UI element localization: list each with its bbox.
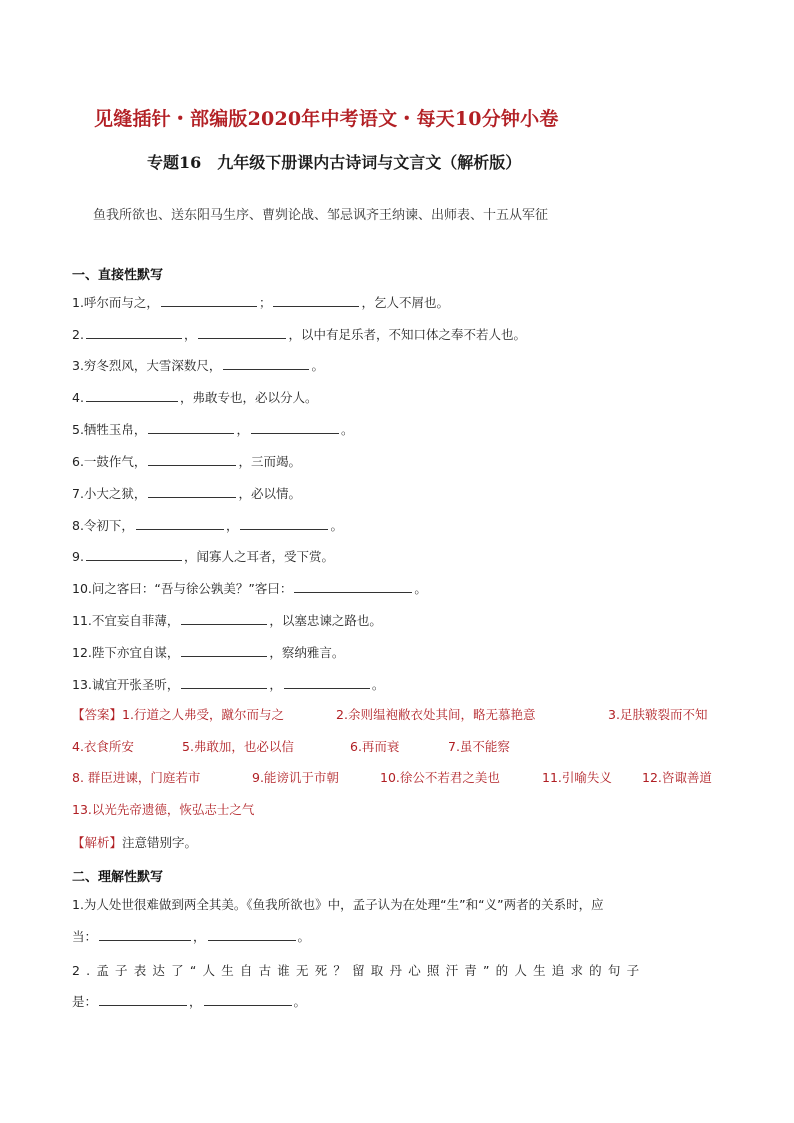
question-text: 6.一鼓作气， [72,454,147,469]
answer-blank[interactable] [86,387,178,402]
answer-blank[interactable] [240,515,328,530]
question-5 [72,419,353,439]
answer-item: 8. 群臣进谏，门庭若市 [72,770,201,785]
analysis-text: 注意错别字。 [122,835,198,850]
answer-row-3 [72,768,712,788]
question-text: 。 [414,581,427,596]
question-text: ， [236,422,249,437]
answer-row-1 [72,705,707,725]
understanding-question-2-line2 [72,991,306,1011]
question-text: 当： [72,929,98,944]
question-text: 12.陛下亦宜自谋， [72,645,180,660]
answer-item: 13.以光先帝遗德，恢弘志士之气 [72,802,255,817]
understanding-question-1-line1: 1.为人处世很难做到两全其美。《鱼我所欲也》中，孟子认为在处理“生”和“义”两者的关系时，应 [72,897,604,912]
answer-item: 4.衣食所安 [72,739,134,754]
answer-blank[interactable] [86,324,182,339]
answer-blank[interactable] [223,355,309,370]
question-text: 。 [311,358,324,373]
answer-blank[interactable] [99,991,187,1006]
answer-item: 11.引喻失义 [542,770,612,785]
answer-blank[interactable] [161,292,257,307]
question-text: 。 [293,994,307,1009]
question-text: 13.诚宜开张圣听， [72,677,180,692]
question-2 [72,324,526,344]
question-text: 9. [72,549,84,564]
question-text: ， [269,677,282,692]
question-7 [72,483,301,503]
answer-blank[interactable] [148,451,236,466]
question-text: ，弗敢专也，必以分人。 [179,390,318,405]
question-text: ，闻寡人之耳者，受下赏。 [183,549,334,564]
question-9 [72,546,334,566]
question-13 [72,674,384,694]
understanding-question-2-line1: 2.孟子表达了“人生自古谁无死？留取丹心照汗青”的人生追求的句子 [72,963,646,978]
answer-row-4 [72,800,254,820]
question-text: 。 [371,677,385,692]
answer-item: 1.行道之人弗受，蹴尔而与之 [122,707,284,722]
question-text: 4. [72,390,84,405]
question-text: ，三而竭。 [238,454,301,469]
question-text: 5.牺牲玉帛， [72,422,147,437]
answer-blank[interactable] [251,419,339,434]
question-8 [72,515,343,535]
answer-item: 12.咨诹善道 [642,770,712,785]
answer-item: 9.能谤讥于市朝 [252,770,339,785]
question-text: 。 [330,518,343,533]
topic-scope: 鱼我所欲也、送东阳马生序、曹刿论战、邹忌讽齐王纳谏、出师表、十五从军征 [93,208,549,223]
answer-blank[interactable] [86,546,182,561]
analysis-label: 【解析】 [72,835,123,850]
question-text: 2. [72,327,84,342]
question-text: ， [189,994,202,1009]
answer-blank[interactable] [294,578,412,593]
question-10 [72,578,427,598]
answer-item: 6.再而衰 [350,739,400,754]
answer-blank[interactable] [148,419,234,434]
answer-blank[interactable] [181,674,267,689]
answer-label: 【答案】 [72,707,123,722]
answer-blank[interactable] [181,610,267,625]
question-text: ； [258,295,272,310]
question-4 [72,387,317,407]
question-text: 7.小大之狱， [72,486,147,501]
question-text: 3.穷冬烈风，大雪深数尺， [72,358,222,373]
answer-blank[interactable] [148,483,236,498]
question-text: ， [225,518,239,533]
question-text: 10.问之客曰：“吾与徐公孰美？”客曰： [72,581,293,596]
question-text: ，以中有足乐者，不知口体之奉不若人也。 [288,327,526,342]
question-text: 是： [72,994,98,1009]
question-6 [72,451,301,471]
question-11 [72,610,382,630]
section-heading-understanding: 二、理解性默写 [72,870,164,885]
question-1 [72,292,449,312]
answer-item: 7.虽不能察 [448,739,510,754]
answer-blank[interactable] [208,926,296,941]
question-text: 8.令初下， [72,518,134,533]
question-text: ， [193,929,206,944]
main-title: 见缝插针・部编版2020年中考语文・每天10分钟小卷 [94,108,559,130]
question-3 [72,355,324,375]
sub-title: 专题16 九年级下册课内古诗词与文言文（解析版） [147,153,522,172]
answer-item: 3.足肤皲裂而不知 [608,707,708,722]
question-text: ，以塞忠谏之路也。 [269,613,382,628]
understanding-question-1-line2 [72,926,310,946]
answer-blank[interactable] [136,515,224,530]
question-text: ，察纳雅言。 [269,645,345,660]
question-text: ，乞人不屑也。 [361,295,449,310]
question-text: ，必以情。 [238,486,301,501]
answer-blank[interactable] [284,674,370,689]
question-text: 1.呼尔而与之， [72,295,159,310]
question-text: ， [183,327,197,342]
answer-item: 2.余则缊袍敝衣处其间，略无慕艳意 [336,707,536,722]
answer-blank[interactable] [181,642,267,657]
question-text: 11.不宜妄自菲薄， [72,613,180,628]
answer-item: 5.弗敢加，也必以信 [182,739,294,754]
answer-blank[interactable] [99,926,191,941]
answer-blank[interactable] [273,292,359,307]
answer-blank[interactable] [204,991,292,1006]
answer-item: 10.徐公不若君之美也 [380,770,500,785]
answer-row-2 [72,737,510,757]
question-12 [72,642,344,662]
analysis [72,833,197,851]
answer-blank[interactable] [198,324,286,339]
question-text: 。 [297,929,311,944]
question-text: 。 [340,422,354,437]
section-heading-direct: 一、直接性默写 [72,268,164,283]
